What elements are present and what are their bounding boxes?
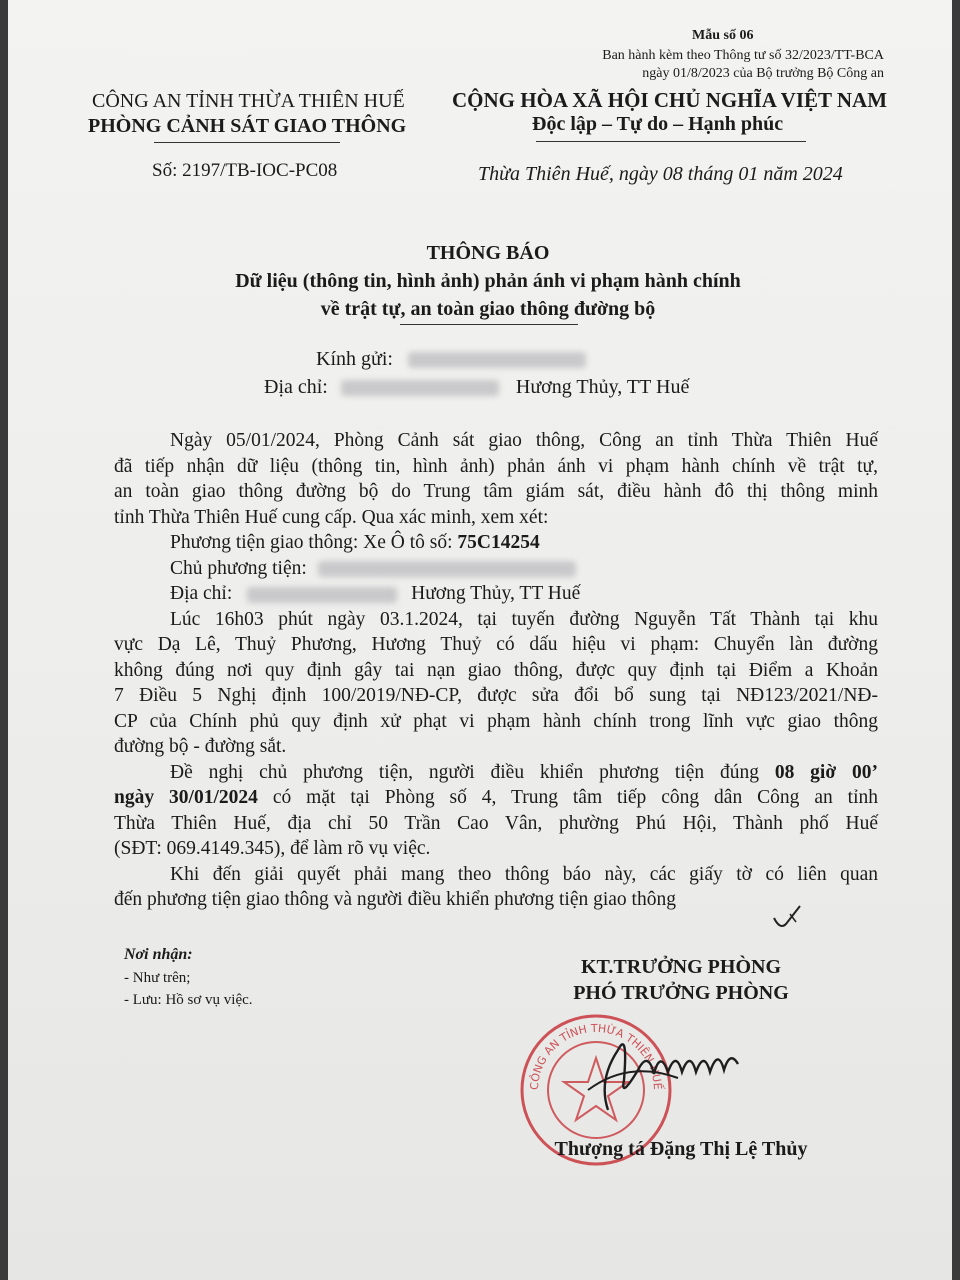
form-number: Mẫu số 06: [692, 28, 754, 43]
recipients-item-2: - Lưu: Hồ sơ vụ việc.: [124, 992, 253, 1008]
body-p4-line1: Khi đến giải quyết phải mang theo thông báo này, các giấy tờ có liên quan: [170, 863, 878, 885]
issuer-underline: [154, 142, 340, 143]
recipients-label: Nơi nhận:: [124, 946, 193, 963]
document-subtitle-1: Dữ liệu (thông tin, hình ảnh) phản ánh vi phạm hành chính: [235, 270, 741, 292]
national-motto: Độc lập – Tự do – Hạnh phúc: [532, 113, 784, 135]
owner-address-line: [114, 581, 878, 607]
national-title: CỘNG HÒA XÃ HỘI CHỦ NGHĨA VIỆT NAM: [452, 88, 888, 112]
notice-body: [114, 428, 878, 913]
recipient-address-line: [264, 376, 689, 399]
handwritten-signature: [568, 1020, 768, 1120]
recipient-address-visible: Hương Thủy, TT Huế: [515, 376, 690, 398]
recipient-address-label: Địa chỉ:: [264, 376, 328, 398]
redacted-recipient-name: [408, 352, 586, 368]
recipient-label: Kính gửi:: [316, 348, 393, 370]
body-p4-line2: đến phương tiện giao thông và người điều khiển phương tiện giao thông: [114, 889, 676, 910]
body-p3-line4: (SĐT: 069.4149.345), để làm rõ vụ việc.: [114, 838, 431, 859]
redacted-owner-address: [247, 587, 397, 603]
owner-line: [114, 556, 878, 582]
vehicle-line: [114, 530, 878, 556]
vehicle-plate: 75C14254: [457, 532, 540, 553]
document-page: [8, 0, 952, 1280]
vehicle-label: Phương tiện giao thông: Xe Ô tô số:: [170, 532, 453, 553]
body-p2-line1: Lúc 16h03 phút ngày 03.1.2024, tại tuyến đường Nguyễn Tất Thành tại khu: [170, 608, 878, 630]
owner-address-visible: Hương Thủy, TT Huế: [411, 583, 581, 604]
form-issued-line1: Ban hành kèm theo Thông tư số 32/2023/TT-BCA: [602, 48, 884, 63]
body-p1-line3: an toàn giao thông đường bộ do Trung tâm giám sát, điều hành đô thị thông minh: [114, 481, 878, 502]
body-p2-line2: vực Dạ Lê, Thuỷ Phương, Hương Thuỷ có dấu hiệu vi phạm: Chuyển làn đường: [114, 634, 878, 655]
handwritten-tick-mark: [770, 904, 810, 934]
p3-text-b: có mặt tại Phòng số 4, Trung tâm tiếp công dân Công an tỉnh: [272, 787, 879, 808]
seal-text: CÔNG AN TỈNH THỪA THIÊN HUẾ: [527, 1021, 665, 1091]
recipients-item-1: - Như trên;: [124, 970, 191, 986]
recipient-line: [316, 348, 586, 371]
redacted-recipient-address: [341, 380, 499, 396]
body-p3-line2: [114, 785, 878, 811]
document-subtitle-2: về trật tự, an toàn giao thông đường bộ: [320, 298, 656, 320]
body-p3-line1: [114, 760, 878, 786]
signature-title-1: KT.TRƯỞNG PHÒNG: [581, 956, 781, 978]
document-number: Số: 2197/TB-IOC-PC08: [152, 160, 338, 181]
p3-text-a: Đề nghị chủ phương tiện, người điều khiển phương tiện đúng: [170, 761, 759, 783]
document-title: THÔNG BÁO: [426, 242, 550, 264]
appointment-time: 08 giờ 00’: [774, 761, 878, 783]
issuer-line1: CÔNG AN TỈNH THỪA THIÊN HUẾ: [92, 90, 405, 112]
body-p2-line4: 7 Điều 5 Nghị định 100/2019/NĐ-CP, được sửa đổi bổ sung tại NĐ123/2021/NĐ-: [114, 685, 878, 706]
form-issued-line2: ngày 01/8/2023 của Bộ trưởng Bộ Công an: [642, 66, 884, 81]
body-p2-line3: không đúng nơi quy định gây tai nạn giao thông, được quy định tại Điểm a Khoản: [114, 659, 878, 681]
appointment-date: ngày 30/01/2024: [114, 787, 258, 808]
body-p3-line3: Thừa Thiên Huế, địa chỉ 50 Trần Cao Vân, phường Phú Hội, Thành phố Huế: [114, 812, 878, 834]
body-p2-line5: CP của Chính phủ quy định xử phạt vi phạm hành chính trong lĩnh vực giao thông: [114, 710, 878, 732]
redacted-owner-name: [318, 561, 576, 577]
body-p2-line6: đường bộ - đường sắt.: [114, 736, 287, 757]
title-underline: [400, 324, 578, 325]
body-p1-line4: tỉnh Thừa Thiên Huế cung cấp. Qua xác minh, xem xét:: [114, 506, 549, 528]
issuer-line2: PHÒNG CẢNH SÁT GIAO THÔNG: [88, 115, 407, 137]
owner-label: Chủ phương tiện:: [170, 557, 307, 579]
body-p1-line2: đã tiếp nhận dữ liệu (thông tin, hình ảnh) phản ánh vi phạm hành chính về trật tự,: [114, 455, 878, 477]
owner-address-label: Địa chỉ:: [170, 583, 233, 604]
signature-title-2: PHÓ TRƯỞNG PHÒNG: [573, 982, 789, 1004]
signer-name: Thượng tá Đặng Thị Lệ Thủy: [554, 1138, 808, 1160]
motto-underline: [536, 141, 806, 142]
place-date: Thừa Thiên Huế, ngày 08 tháng 01 năm 2024: [478, 163, 843, 185]
body-p1-line1: Ngày 05/01/2024, Phòng Cảnh sát giao thông, Công an tỉnh Thừa Thiên Huế: [170, 430, 878, 451]
